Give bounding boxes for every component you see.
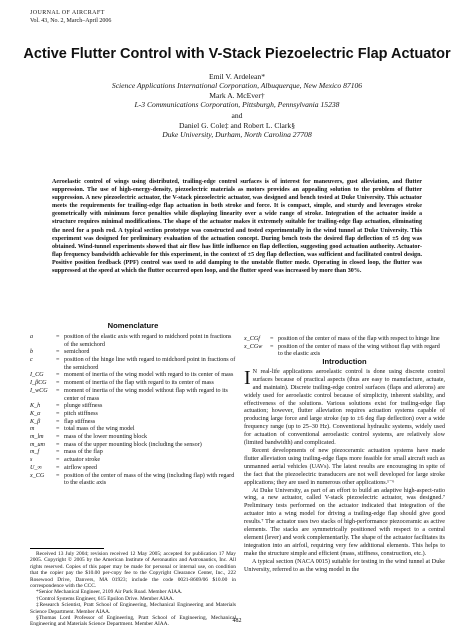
nomenclature-symbol: I_wCG: [30, 387, 48, 394]
nomenclature-symbol: x_CG: [30, 472, 45, 479]
footnote: ‡Research Scientist, Pratt School of Engineering, Mechanical Engineering and Materials Science Department. Member AIAA.: [30, 602, 236, 615]
equals-sign: =: [56, 372, 60, 379]
nomenclature-definition: position of the elastic axis with regard to midchord point in fractions of the semichord: [64, 333, 232, 348]
nomenclature-definition: pitch stiffness: [64, 410, 98, 417]
nomenclature-symbol: m: [30, 426, 35, 433]
equals-sign: =: [270, 343, 274, 350]
nomenclature-definition: plunge stiffness: [64, 403, 103, 410]
introduction-section: [244, 358, 445, 574]
nomenclature-definition: position of the center of mass of the wing (including flap) with regard to the elastic axis: [64, 472, 235, 487]
nomenclature-symbol: U_∞: [30, 464, 42, 471]
footnote-rule: [30, 548, 104, 549]
intro-paragraph: A typical section (NACA 0015) suitable for testing in the wind tunnel at Duke University, referred to as the wing model in the: [244, 558, 445, 573]
nomenclature-heading: Nomenclature: [107, 321, 159, 330]
footnote: †Control Systems Engineer, 615 Epsilon Drive. Member AIAA.: [36, 595, 175, 602]
introduction-heading: Introduction: [322, 357, 367, 366]
author-affiliation: Science Applications International Corporation, Albuquerque, New Mexico 87106: [111, 81, 363, 90]
nomenclature-definition: actuator stroke: [64, 457, 101, 464]
nomenclature-definition: position of the center of mass of the wing without flap with regard to the elastic axis: [278, 343, 440, 358]
equals-sign: =: [56, 357, 60, 364]
nomenclature-definition: position of the center of mass of the flap with respect to hinge line: [278, 336, 440, 342]
intro-paragraph: N real-life applications aeroelastic control is done using discrete control surfaces because of practical aspects (thus are easy to manufacture, actuate, and maintain). Discrete trailing-edge control surfaces (flaps and ailerons) are widely used for aeroelastic control because of simplicity, inherent stability, and effectiveness of the solutions. Various solutions exist for trailing-edge flap actuation; however, flutter alleviation requires actuation systems capable of producing large force and large stroke (up to ±6 deg flap deflection) over a wide frequency range (up to 25–30 Hz). Conventional hydraulic systems, widely used for actuation of conventional aeroelastic control systems, are relatively slow (limited bandwidth) and complicated.: [244, 368, 445, 447]
nomenclature-list: [30, 334, 236, 488]
equals-sign: =: [56, 434, 60, 441]
nomenclature-definition: flap stiffness: [64, 418, 96, 425]
journal-name: JOURNAL OF AIRCRAFT: [30, 10, 105, 16]
paper-title: Active Flutter Control with V-Stack Piezoelectric Flap Actuator: [23, 46, 451, 62]
journal-volume: Vol. 43, No. 2, March–April 2006: [30, 18, 112, 24]
equals-sign: =: [56, 333, 60, 340]
equals-sign: =: [56, 403, 60, 410]
equals-sign: =: [56, 349, 60, 356]
nomenclature-symbol: I_CG: [30, 372, 44, 379]
nomenclature-definition: moment of inertia of the wing model without flap with regard to its center of mass: [64, 387, 228, 402]
footnote: *Senior Mechanical Engineer, 2109 Air Park Road. Member AIAA.: [36, 589, 183, 596]
nomenclature-symbol: s: [30, 457, 33, 464]
nomenclature-definition: semichord: [64, 349, 90, 356]
nomenclature-definition: mass of the flap: [64, 449, 103, 456]
equals-sign: =: [56, 472, 60, 479]
page-number: 482: [232, 618, 242, 624]
footnotes: [30, 551, 236, 628]
footnote: Received 13 July 2004; revision received 12 May 2005; accepted for publication 17 May 2005. Copyright © 2005 by the American Institute of Aeronautics and Astronautics, Inc. All rights reserved. Copies of this paper may be made for personal or internal use, on condition that the copier pay the $10.00 per-copy fee to the Copyright Clearance Center, Inc., 222 Rosewood Drive, Danvers, MA 01923; include the code 0021-8669/06 $10.00 in correspondence with the CCC.: [30, 551, 236, 590]
nomenclature-definition: mass of the upper mounting block (including the sensor): [64, 441, 202, 448]
author-affiliation: Duke University, Durham, North Carolina 27708: [162, 130, 312, 139]
nomenclature-symbol: m_lm: [30, 434, 44, 441]
author-name: Daniel G. Cole‡ and Robert L. Clark§: [179, 121, 295, 130]
nomenclature-symbol: b: [30, 349, 34, 356]
nomenclature-symbol: K_h: [30, 403, 41, 410]
nomenclature-symbol: c: [30, 357, 33, 364]
equals-sign: =: [56, 426, 60, 433]
intro-paragraph: At Duke University, as part of an effort to build an adaptive high-aspect-ratio wing, a new actuator, called V-stack piezoelectric actuator, was designed.⁷ Preliminary tests performed on the actuator indicated that integration of the actuator into a wing model for driving a trailing-edge flap should give good results.⁷ The actuator uses two stacks of high-performance piezoceramic as active elements. The stacks are symmetrically positioned with respect to a central element (lever) and work complementarily. The shape of the actuator facilitates its integration into an airfoil, requiring very few additional elements. This helps to make the structure simple and efficient (mass, stiffness, construction, etc.).: [244, 487, 445, 557]
author-name: Emil V. Ardelean*: [208, 72, 266, 81]
equals-sign: =: [56, 387, 60, 394]
drop-cap: I: [244, 366, 251, 389]
intro-paragraph: Recent developments of new piezoceramic actuation systems have made flutter alleviation using trailing-edge flaps more feasible for small aircraft such as unmanned aerial vehicles (UAVs). The latest results are encouraging in spite of the fact that the piezoelectric transducers are not well developed for large stroke applications; they are used in numerous other applications.¹⁻⁶: [244, 447, 445, 486]
equals-sign: =: [56, 457, 60, 464]
equals-sign: =: [56, 449, 60, 456]
nomenclature-symbol: I_βCG: [30, 380, 47, 387]
nomenclature-symbol: x_CGw: [244, 343, 263, 350]
nomenclature-symbol: K_β: [30, 418, 41, 425]
nomenclature-definition: moment of inertia of the flap with regard to its center of mass: [64, 380, 214, 387]
nomenclature-section: [30, 322, 236, 488]
nomenclature-symbol: x_CGf: [244, 336, 260, 342]
nomenclature-definition: moment of inertia of the wing model with regard to its center of mass: [64, 372, 234, 379]
equals-sign: =: [56, 441, 60, 448]
nomenclature-symbol: m_f: [30, 449, 40, 456]
nomenclature-symbol: K_α: [30, 410, 41, 417]
equals-sign: =: [270, 336, 274, 342]
nomenclature-definition: mass of the lower mounting block: [64, 434, 148, 441]
footnote: §Thomas Lord Professor of Engineering, Pratt School of Engineering, Mechanical Engineering and Materials Science Department. Member AIAA.: [30, 615, 236, 628]
nomenclature-definition: total mass of the wing model: [64, 426, 135, 433]
nomenclature-continued: [244, 336, 445, 359]
nomenclature-symbol: a: [30, 333, 34, 340]
abstract: Aeroelastic control of wings using distributed, trailing-edge control surfaces is of interest for maneuvers, gust alleviation, and flutter suppression. The use of high-energy-density, piezoelectric materials as motors provides an appealing solution to the problem of flutter suppression. A new piezoelectric actuator, the V-stack piezoelectric actuator, was designed and bench tested at Duke University. This actuator meets the requirements for trailing-edge flap actuation in both stroke and force. It is compact, simple, and sturdy and leverages stroke geometrically with minimum force penalties while displaying linearity over a wide range of stroke. Integration of the actuator inside a structure requires minimal modifications. The shape of the actuator makes it extremely suitable for trailing-edge flap actuation, eliminating the need for a push rod. A typical section prototype was constructed and tested experimentally in the wind tunnel at Duke University. This experiment was designed for preliminary evaluation of the actuation concept. During bench tests the desired flap deflection of ±5 deg was obtained. Wind-tunnel experiments showed that air flow has little influence on flap deflection, suggesting good actuation authority. Actuator-flap frequency bandwidth achievable for this experiment, in the context of ±5 deg flap deflection, was sufficient and facilitated control design. Positive position feedback (PPF) control was used to add damping to the unstable flutter mode. Operating in closed loop, the flutter was suppressed at the speed at which the flutter occurred open loop, and the flutter speed was increased by more than 30%.: [52, 179, 422, 275]
nomenclature-definition: airflow speed: [64, 464, 97, 471]
equals-sign: =: [56, 410, 60, 417]
equals-sign: =: [56, 464, 60, 471]
author-conjunction: and: [231, 111, 243, 120]
equals-sign: =: [56, 418, 60, 425]
nomenclature-list: [244, 336, 445, 359]
nomenclature-symbol: m_um: [30, 441, 45, 448]
equals-sign: =: [56, 380, 60, 387]
nomenclature-definition: position of the hinge line with regard to midchord point in fractions of the semichord: [64, 357, 236, 371]
author-name: Mark A. McEver†: [209, 91, 265, 100]
author-affiliation: L-3 Communications Corporation, Pittsburgh, Pennsylvania 15238: [134, 100, 340, 109]
